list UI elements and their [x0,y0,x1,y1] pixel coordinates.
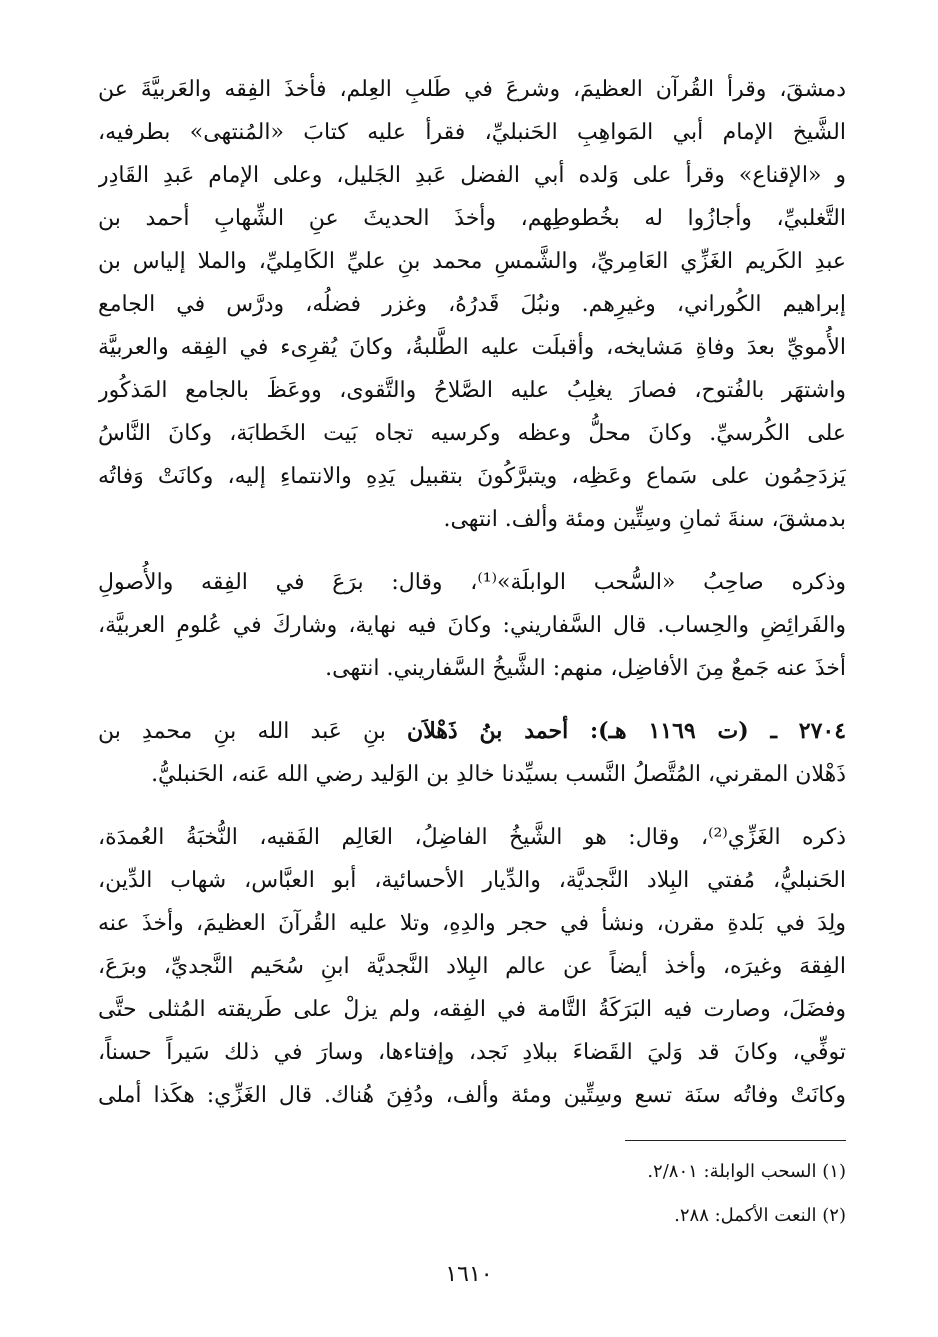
text-line: يَزدَحِمُون على سَماع وعَظِه، ويتبرَّكُونَ بتقبيل يَدِهِ والانتماءِ إليه، وكانَتْ وَفاتُه [98,464,846,489]
text-line: والفَرائِضِ والحِساب. قال السَّفاريني: وكانَ فيه نهاية، وشاركَ في عُلومِ العربيَّة، [98,613,846,638]
entry-heading-line [98,710,846,753]
text-line: الشَّيخ الإمام أبي المَواهِبِ الحَنبليِّ، فقرأ عليه كتابَ «المُنتهى» بطرفيه، [98,120,846,145]
text-line: على الكُرسيِّ. وكانَ محلُّ وعظه وكرسيه تجاه بَيت الخَطابَة، وكانَ النَّاسُ [98,421,846,446]
text-line: ذكره الغَزِّي⁽²⁾، وقال: هو الشَّيخُ الفاضِلُ، العَالِم الفَقيه، النُّخبَةُ العُمدَة، [98,825,846,850]
text-line: واشتهَر بالفُتوح، فصارَ يغلِبُ عليه الصَّلاحُ والتَّقوى، ووعَظَ بالجامع المَذكُور [98,378,846,403]
text-line: الأُمويِّ بعدَ وفاةِ مَشايخه، وأقبلَت عليه الطَّلبةُ، وكانَ يُقرِىء في الفِقه والعربيَّة [98,335,846,360]
entry-heading: ٢٧٠٤ ـ (ت ١١٦٩ هـ): أحمد بنُ ذَهْلاَن [407,718,846,744]
page-body [98,68,846,1117]
footnote-1: (١) السحب الوابلة: ٢/٨٠١. [647,1161,846,1182]
text-line: الحَنبليُّ، مُفتي البِلاد النَّجديَّة، والدِّيار الأحسائية، أبو العبَّاس، شهاب الدِّين، [98,868,846,893]
text-line: توفِّي، وكانَ قد وَليَ القَضاءَ ببلادِ نَجد، وإفتاءها، وسارَ في ذلك سَيراً حسناً، [98,1040,846,1065]
paragraph-3 [98,816,846,1117]
text-line: دمشقَ، وقرأ القُرآن العظيمَ، وشرعَ في طَلبِ العِلم، فأخذَ الفِقه والعَربيَّةَ عن [98,77,846,102]
text-line: وذكره صاحِبُ «السُّحب الوابلَة»⁽¹⁾، وقال: برَعَ في الفِقه والأُصولِ [98,570,846,595]
paragraph-2 [98,561,846,690]
text-line: ذَهْلان المقرني، المُتَّصلُ النَّسب بسيِّدنا خالدِ بن الوَليد رضي الله عَنه، الحَنبليُّ. [151,762,846,787]
text-line: بدمشقَ، سنةَ ثمانِ وسِتِّين ومئة وألف. انتهى. [443,507,846,532]
footnote-divider [625,1140,846,1141]
page-number: ١٦١٠ [445,1262,493,1287]
footnote-2: (٢) النعت الأكمل: ٢٨٨. [674,1205,846,1226]
text-line: وفضَلَ، وصارت فيه البَرَكَةُ التَّامة في الفِقه، ولم يزلْ على طَريقته المُثلى حتَّى [98,997,846,1022]
text-line: عبدِ الكَريم الغَزِّي العَامِريِّ، والشَّمسِ محمد بنِ عليِّ الكَامِليِّ، والملا إلياس بن [98,249,846,274]
paragraph-1 [98,68,846,541]
text-line: ولِدَ في بَلدةِ مقرن، ونشأ في حجر والدِهِ، وتلا عليه القُرآنَ العظيمَ، وأخذَ عنه [98,911,846,936]
text-line: التَّغلبيِّ، وأجازُوا له بخُطوطِهم، وأخذَ الحديثَ عنِ الشِّهابِ أحمد بن [98,206,846,231]
text-line: وكانَتْ وفاتُه سنَة تسع وسِتِّين ومئة وألف، ودُفِنَ هُناك. قال الغَزِّي: هكَذا أملى [98,1083,846,1108]
footnotes [98,1150,846,1238]
text-line: الفِقهَ وغيرَه، وأخذ أيضاً عن عالم البِلاد النَّجديَّة ابنِ سُحَيم النَّجديِّ، وبرَعَ، [98,954,846,979]
text-line: و «الإقناع» وقرأ على وَلده أبي الفضل عَبدِ الجَليل، وعلى الإمام عَبدِ القَادِر [98,163,846,188]
text-line: أخذَ عنه جَمعٌ مِنَ الأفاضِل، منهم: الشَّيخُ السَّفاريني. انتهى. [325,656,846,681]
text-line: إبراهيم الكُوراني، وغيرِهم. ونبُلَ قَدرُهُ، وغزر فضلُه، ودرَّس في الجامع [98,292,846,317]
biography-entry [98,710,846,796]
entry-heading-rest: بنِ عَبد الله بنِ محمدِ بن [98,719,408,744]
